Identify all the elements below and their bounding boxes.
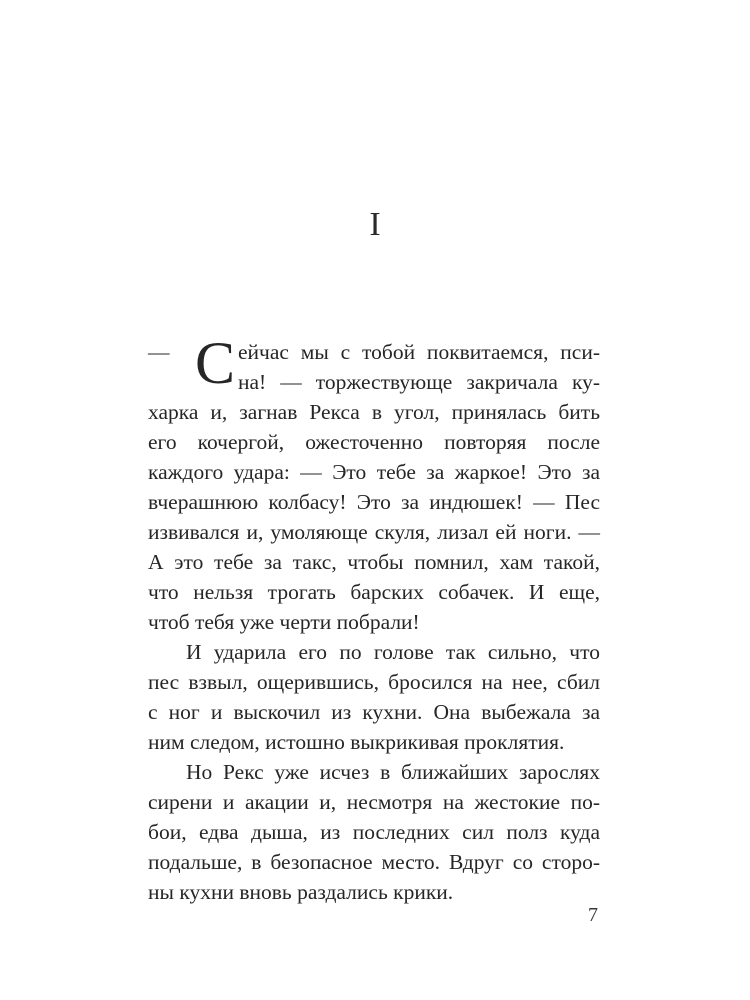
text-line: на! — торжествующе закричала ку- — [238, 370, 600, 394]
text-line: Но Рекс уже исчез в ближайших зарослях — [186, 760, 600, 784]
text-line: чтоб тебя уже черти побрали! — [148, 610, 420, 634]
text-line: А это тебе за такс, чтобы помнил, хам такой, — [148, 550, 600, 574]
text-line: его кочергой, ожесточенно повторяя после — [148, 430, 600, 454]
text-line: вчерашнюю колбасу! Это за индюшек! — Пес — [148, 490, 600, 514]
text-line: что нельзя трогать барских собачек. И еще, — [148, 580, 600, 604]
text-line-content: ейчас мы с тобой поквитаемся, пси- — [238, 340, 600, 364]
lead-dash: — — [148, 340, 170, 364]
text-line: харка и, загнав Рекса в угол, принялась бить — [148, 400, 600, 424]
text-line: сирени и акации и, несмотря на жестокие по- — [148, 790, 600, 814]
text-line: ним следом, истошно выкрикивая проклятия. — [148, 730, 565, 754]
text-line: пес взвыл, ощерившись, бросился на нее, сбил — [148, 670, 600, 694]
chapter-title: I — [369, 206, 381, 243]
body-text — [148, 330, 600, 907]
text-line: каждого удара: — Это тебе за жаркое! Это за — [148, 460, 600, 484]
text-line: подальше, в безопасное место. Вдруг со сторо- — [148, 850, 600, 874]
text-line: И ударила его по голове так сильно, что — [186, 640, 600, 664]
text-line: с ног и выскочил из кухни. Она выбежала за — [148, 700, 600, 724]
page-number: 7 — [588, 904, 598, 926]
text-line: ны кухни вновь раздались крики. — [148, 880, 454, 904]
drop-cap: С — [195, 330, 236, 396]
text-line: извивался и, умоляюще скуля, лизал ей ноги. — — [148, 520, 600, 544]
text-line: бои, едва дыша, из последних сил полз куда — [148, 820, 600, 844]
